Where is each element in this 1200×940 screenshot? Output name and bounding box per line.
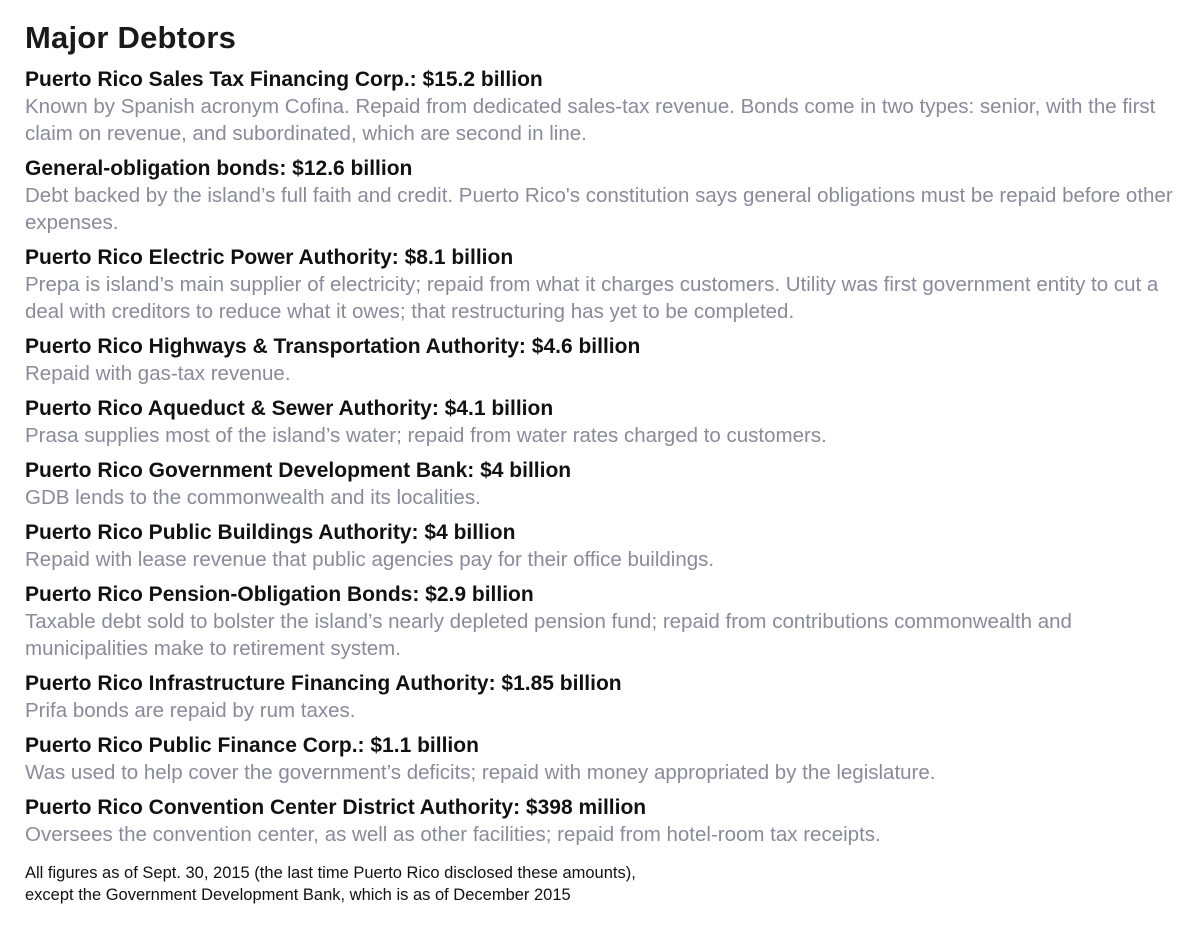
debtor-entry <box>25 457 1175 511</box>
debtor-description: GDB lends to the commonwealth and its localities. <box>25 486 481 509</box>
debtor-description: Oversees the convention center, as well as other facilities; repaid from hotel-room tax receipts. <box>25 823 881 846</box>
debtor-heading: General-obligation bonds: $12.6 billion <box>25 157 413 180</box>
debtor-heading: Puerto Rico Pension-Obligation Bonds: $2.9 billion <box>25 583 534 606</box>
debtor-description: Was used to help cover the government’s deficits; repaid with money appropriated by the legislature. <box>25 761 936 784</box>
debtor-entry <box>25 244 1175 325</box>
debtor-heading: Puerto Rico Electric Power Authority: $8.1 billion <box>25 246 514 269</box>
debtor-entry <box>25 670 1175 724</box>
debtor-heading: Puerto Rico Highways & Transportation Authority: $4.6 billion <box>25 335 641 358</box>
page-title: Major Debtors <box>25 20 237 55</box>
debtor-description: Known by Spanish acronym Cofina. Repaid from dedicated sales-tax revenue. Bonds come in two types: senior, with the first claim on revenue, and subordinated, which are second in line. <box>25 95 1156 145</box>
debtor-entry <box>25 794 1175 848</box>
debtor-entry <box>25 333 1175 387</box>
debtor-description: Prepa is island’s main supplier of electricity; repaid from what it charges customers. Utility was first government entity to cut a deal with creditors to reduce what it owes; that restructuring has yet to be completed. <box>25 273 1159 323</box>
debtor-entry <box>25 155 1175 236</box>
debtor-description: Prifa bonds are repaid by rum taxes. <box>25 699 356 722</box>
footnote-line: except the Government Development Bank, which is as of December 2015 <box>25 886 571 904</box>
debtor-description: Debt backed by the island’s full faith and credit. Puerto Rico's constitution says general obligations must be repaid before other expenses. <box>25 184 1173 234</box>
debtor-entry <box>25 395 1175 449</box>
document-page <box>25 18 1175 906</box>
debtor-entry <box>25 519 1175 573</box>
debtor-entry <box>25 581 1175 662</box>
debtor-heading: Puerto Rico Infrastructure Financing Authority: $1.85 billion <box>25 672 622 695</box>
debtor-heading: Puerto Rico Public Buildings Authority: $4 billion <box>25 521 516 544</box>
debtor-heading: Puerto Rico Public Finance Corp.: $1.1 billion <box>25 734 479 757</box>
debtor-description: Taxable debt sold to bolster the island’s nearly depleted pension fund; repaid from contributions commonwealth and municipalities make to retirement system. <box>25 610 1072 660</box>
debtor-entry <box>25 732 1175 786</box>
debtor-heading: Puerto Rico Convention Center District Authority: $398 million <box>25 796 647 819</box>
debtor-heading: Puerto Rico Government Development Bank: $4 billion <box>25 459 572 482</box>
debtor-description: Repaid with lease revenue that public agencies pay for their office buildings. <box>25 548 715 571</box>
debtor-heading: Puerto Rico Aqueduct & Sewer Authority: $4.1 billion <box>25 397 554 420</box>
debtor-description: Repaid with gas-tax revenue. <box>25 362 291 385</box>
footnote-line: All figures as of Sept. 30, 2015 (the last time Puerto Rico disclosed these amounts), <box>25 864 636 882</box>
debtor-heading: Puerto Rico Sales Tax Financing Corp.: $15.2 billion <box>25 68 543 91</box>
footnote <box>25 862 1175 906</box>
debtor-description: Prasa supplies most of the island’s water; repaid from water rates charged to customers. <box>25 424 827 447</box>
debtor-entry <box>25 66 1175 147</box>
